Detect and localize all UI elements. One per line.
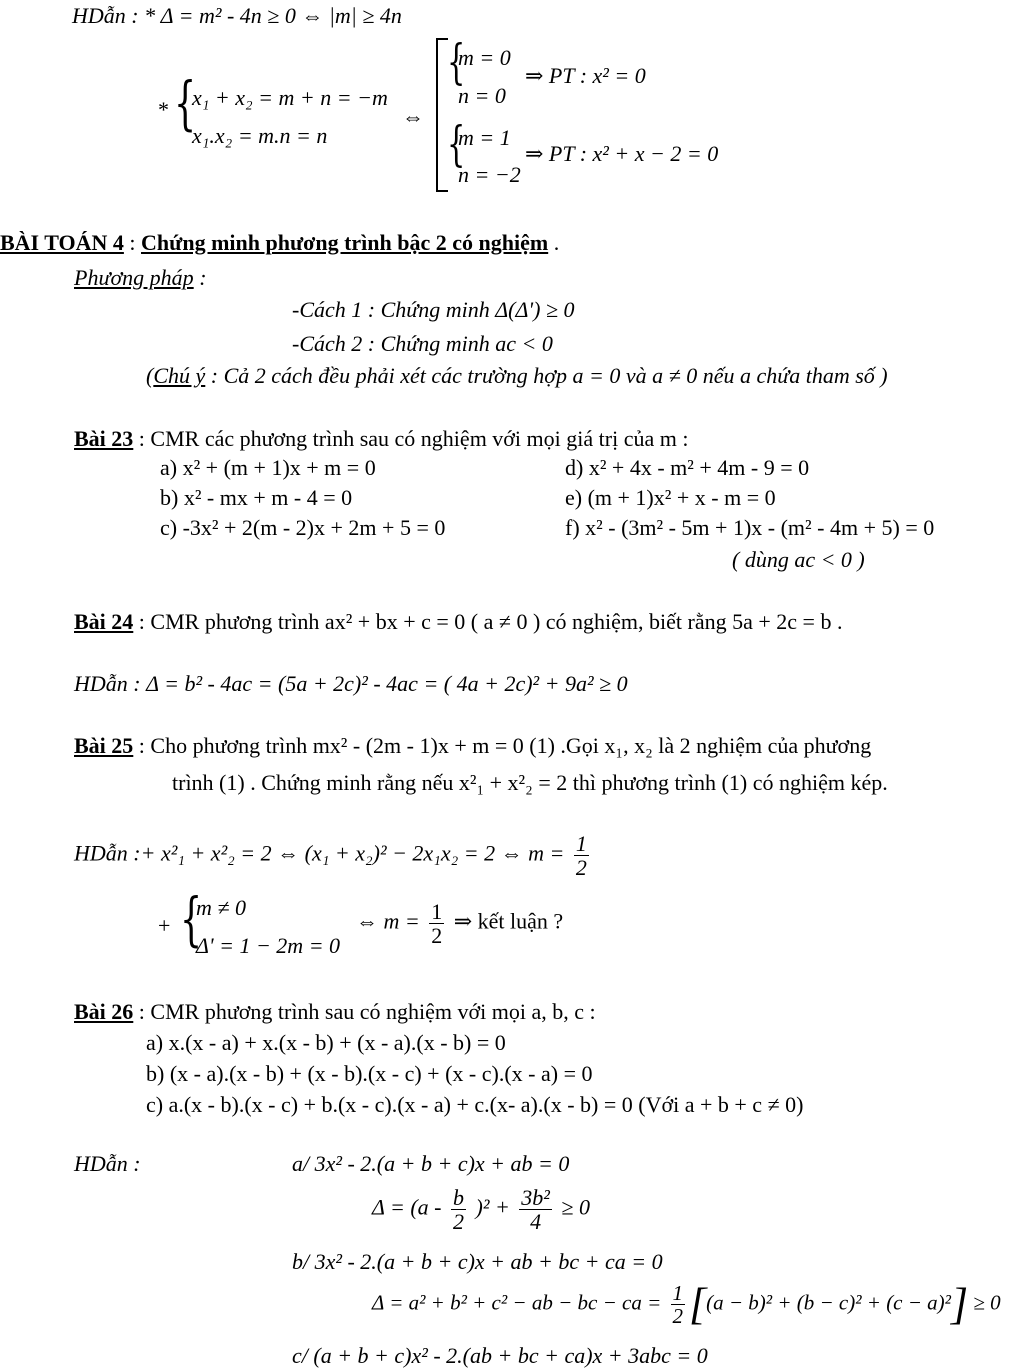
case2-brace: { bbox=[447, 116, 466, 172]
note-open: ( bbox=[146, 363, 154, 388]
bai25-sys-1: m ≠ 0 bbox=[196, 895, 246, 920]
bai23-c: c) -3x² + 2(m - 2)x + 2m + 5 = 0 bbox=[160, 515, 446, 540]
equiv-symbol: ⇔ bbox=[402, 104, 424, 129]
top-hint-line: HDẫn : * Δ = m² - 4n ≥ 0 ⇔ |m| ≥ 4n bbox=[72, 3, 402, 28]
3b2-over-4 bbox=[519, 1186, 552, 1233]
bai26-b: b) (x - a).(x - b) + (x - b).(x - c) + (x - c).(x - a) = 0 bbox=[146, 1061, 593, 1086]
close-bracket: ] bbox=[950, 1279, 969, 1329]
half-fraction bbox=[574, 832, 589, 879]
delta-b-end: ≥ 0 bbox=[968, 1290, 1001, 1315]
one-half bbox=[671, 1282, 686, 1327]
system-line-2: x₁.x₂ = m.n = n bbox=[192, 123, 328, 148]
bai26-delta-a bbox=[372, 1186, 590, 1233]
bai26-intro-text: : CMR phương trình sau có nghiệm với mọi a, b, c : bbox=[133, 999, 596, 1024]
half-den-2: 2 bbox=[431, 923, 443, 949]
bai25-text-1 bbox=[74, 734, 871, 758]
bai25-res-pre: ⇔ m = bbox=[356, 908, 420, 934]
bai24-text bbox=[74, 610, 842, 634]
section4-dot: . bbox=[548, 230, 560, 255]
bai25-problem-1: : Cho phương trình mx² - (2m - 1)x + m = 0 (1) .Gọi x₁, x₂ là 2 nghiệm của phương bbox=[133, 733, 872, 758]
bai26-a: a) x.(x - a) + x.(x - b) + (x - a).(x - b) = 0 bbox=[146, 1030, 506, 1055]
b-over-2-num: b bbox=[453, 1185, 465, 1210]
bai25-brace: { bbox=[180, 885, 203, 953]
bai25-res-post: ⇒ kết luận ? bbox=[453, 908, 564, 934]
bai24-hint: HDẫn : Δ = b² - 4ac = (5a + 2c)² - 4ac = ( 4a + 2c)² + 9a² ≥ 0 bbox=[74, 671, 628, 696]
open-bracket: [ bbox=[689, 1279, 707, 1329]
delta-b-inner: (a − b)² + (b − c)² + (c − a)² bbox=[706, 1290, 951, 1315]
bai26-intro bbox=[74, 1000, 596, 1024]
method-note bbox=[146, 364, 888, 388]
bai23-f: f) x² - (3m² - 5m + 1)x - (m² - 4m + 5) = 0 bbox=[565, 515, 935, 540]
method-colon: : bbox=[193, 265, 207, 290]
delta-a-end: ≥ 0 bbox=[561, 1194, 590, 1220]
system-line-1: x₁ + x₂ = m + n = −m bbox=[192, 85, 388, 110]
bai26-c: c) a.(x - b).(x - c) + b.(x - c).(x - a) + c.(x- a).(x - b) = 0 (Với a + b + c ≠ 0) bbox=[146, 1092, 804, 1117]
bai26-hint-label: HDẫn : bbox=[74, 1151, 141, 1176]
bai25-result bbox=[356, 900, 563, 947]
note-label: Chú ý bbox=[153, 363, 206, 388]
3b2-num: 3b² bbox=[521, 1185, 550, 1210]
half-num: 1 bbox=[575, 831, 587, 856]
bai23-e: e) (m + 1)x² + x - m = 0 bbox=[565, 485, 776, 510]
section4-sep: : bbox=[123, 230, 142, 255]
bai26-hint-b: b/ 3x² - 2.(a + b + c)x + ab + bc + ca = 0 bbox=[292, 1249, 663, 1274]
note-text: : Cả 2 cách đều phải xét các trường hợp a = 0 và a ≠ 0 nếu a chứa tham số ) bbox=[205, 363, 888, 388]
bai23-b: b) x² - mx + m - 4 = 0 bbox=[160, 485, 353, 510]
bai26-hint-c: c/ (a + b + c)x² - 2.(ab + bc + ca)x + 3abc = 0 bbox=[292, 1343, 708, 1368]
system-brace: { bbox=[174, 69, 197, 137]
method-way-1: -Cách 1 : Chứng minh Δ(Δ') ≥ 0 bbox=[292, 297, 575, 322]
bai26-hint-a: a/ 3x² - 2.(a + b + c)x + ab = 0 bbox=[292, 1151, 570, 1176]
bai24-problem: : CMR phương trình ax² + bx + c = 0 ( a ≠ 0 ) có nghiệm, biết rằng 5a + 2c = b . bbox=[133, 609, 843, 634]
method-heading bbox=[74, 266, 207, 290]
case2-a: m = 1 bbox=[458, 125, 511, 150]
case1-result: ⇒ PT : x² = 0 bbox=[525, 63, 646, 88]
one-half-num: 1 bbox=[672, 1281, 683, 1305]
bai23-d: d) x² + 4x - m² + 4m - 9 = 0 bbox=[565, 455, 810, 480]
section4-heading bbox=[0, 231, 559, 255]
star-bullet: * bbox=[158, 97, 169, 122]
case1-brace: { bbox=[447, 34, 466, 90]
section4-label: BÀI TOÁN 4 bbox=[0, 230, 124, 255]
bai25-label: Bài 25 bbox=[74, 733, 134, 758]
case1-a: m = 0 bbox=[458, 45, 511, 70]
case2-result: ⇒ PT : x² + x − 2 = 0 bbox=[525, 141, 719, 166]
delta-b-pre: Δ = a² + b² + c² − ab − bc − ca = bbox=[372, 1290, 662, 1315]
bai25-text-2: trình (1) . Chứng minh rằng nếu x²₁ + x²₂ = 2 thì phương trình (1) có nghiệm kép. bbox=[172, 770, 888, 795]
3b2-den: 4 bbox=[530, 1209, 542, 1235]
bai23-intro bbox=[74, 427, 688, 451]
one-half-den: 2 bbox=[672, 1304, 683, 1329]
bai25-hint-1 bbox=[74, 832, 593, 879]
half-den: 2 bbox=[575, 855, 587, 881]
method-way-2: -Cách 2 : Chứng minh ac < 0 bbox=[292, 331, 553, 356]
bai25-hint-eq: HDẫn :+ x²₁ + x²₂ = 2 ⇔ (x₁ + x₂)² − 2x₁x₂ = 2 ⇔ m = bbox=[74, 840, 565, 866]
b-over-2-den: 2 bbox=[453, 1209, 465, 1235]
delta-a-mid: )² + bbox=[475, 1194, 510, 1220]
case1-b: n = 0 bbox=[458, 83, 506, 108]
delta-a-pre: Δ = (a - bbox=[372, 1194, 442, 1220]
bai26-delta-b bbox=[372, 1279, 1001, 1329]
bai25-sys-2: Δ' = 1 − 2m = 0 bbox=[196, 933, 341, 958]
half-num-2: 1 bbox=[431, 899, 443, 924]
section4-title: Chứng minh phương trình bậc 2 có nghiệm bbox=[141, 230, 549, 255]
b-over-2 bbox=[451, 1186, 466, 1233]
bai23-a: a) x² + (m + 1)x + m = 0 bbox=[160, 455, 376, 480]
bai24-label: Bài 24 bbox=[74, 609, 134, 634]
half-fraction-2 bbox=[429, 900, 444, 947]
bai26-label: Bài 26 bbox=[74, 999, 134, 1024]
bai23-label: Bài 23 bbox=[74, 426, 134, 451]
method-label: Phương pháp bbox=[74, 265, 194, 290]
case2-b: n = −2 bbox=[458, 162, 521, 187]
bai23-intro-text: : CMR các phương trình sau có nghiệm với mọi giá trị của m : bbox=[133, 426, 689, 451]
bai23-hint: ( dùng ac < 0 ) bbox=[732, 547, 865, 572]
bai25-plus: + bbox=[158, 913, 171, 938]
